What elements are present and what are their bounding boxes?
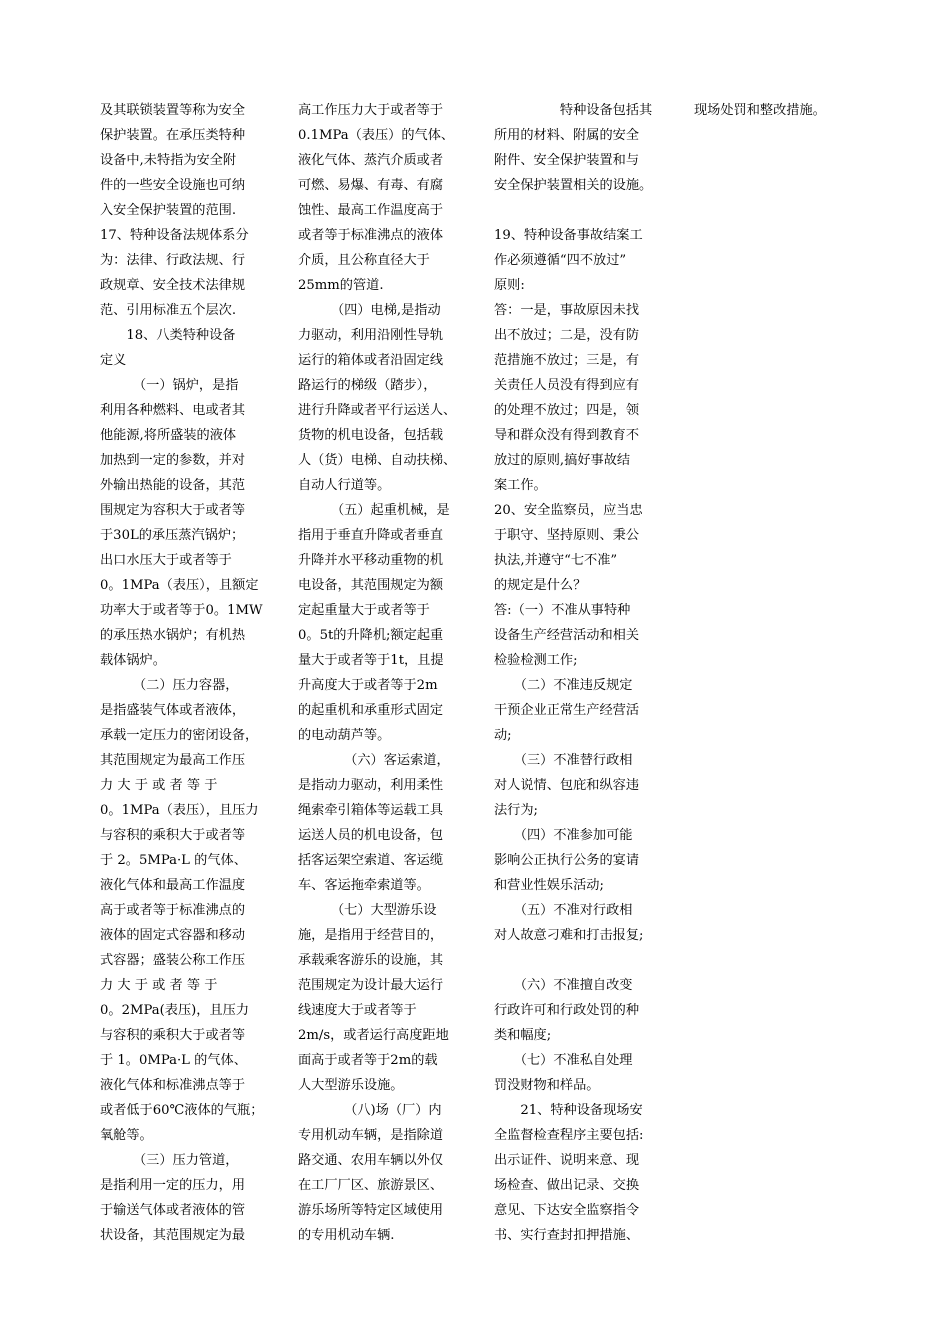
text-line: 于 1。0MPa·L 的气体、 (100, 1053, 247, 1068)
text-line: 外输出热能的设备，其范 (100, 478, 246, 493)
text-line: 液化气体和标准沸点等于 (100, 1078, 246, 1093)
text-line: 件的一些安全设施也可纳 (100, 178, 246, 193)
text-line: 的规定是什么？ (494, 578, 587, 593)
text-line: 为：法律、行政法规、行 (100, 253, 246, 268)
text-line: 他能源,将所盛装的液体 (100, 428, 237, 443)
column-3 (494, 98, 666, 1248)
text-line: 的电动葫芦等。 (298, 728, 391, 743)
text-line: 在工厂厂区、旅游景区、 (298, 1178, 444, 1193)
text-line: 线速度大于或者等于 (298, 1003, 417, 1018)
text-line: 附件、安全保护装置和与 (494, 153, 640, 168)
text-line: （二）不准违反规定 (494, 678, 633, 693)
text-line: 案工作。 (494, 478, 547, 493)
column-2 (298, 98, 466, 1248)
text-line: 指用于垂直升降或者垂直 (298, 528, 444, 543)
text-line: 功率大于或者等于0。1MW (100, 603, 263, 618)
text-line: 加热到一定的参数，并对 (100, 453, 246, 468)
text-line: 式容器；盛装公称工作压 (100, 953, 246, 968)
text-line: 人（货）电梯、自动扶梯、 (298, 453, 457, 468)
text-line: 高工作压力大于或者等于 (298, 103, 444, 118)
text-line: 0。5t的升降机;额定起重 (298, 628, 444, 643)
text-line: 20、安全监察员，应当忠 (494, 503, 643, 518)
text-line: （一）锅炉，是指 (100, 378, 239, 393)
text-line: 路交通、农用车辆以外仅 (298, 1153, 444, 1168)
text-line: （五）不准对行政相 (494, 903, 633, 918)
text-line: 法行为; (494, 803, 539, 818)
text-line: （五）起重机械，是 (298, 503, 450, 518)
text-line: 政规章、安全技术法律规 (100, 278, 246, 293)
text-line: 力 大 于 或 者 等 于 (100, 778, 218, 793)
text-line: 范围规定为设计最大运行 (298, 978, 444, 993)
text-line: 意见、下达安全监察指令 (494, 1203, 640, 1218)
text-line: 及其联锁装置等称为安全 (100, 103, 246, 118)
text-line: 可燃、易爆、有毒、有腐 (298, 178, 444, 193)
text-line: 导和群众没有得到教育不 (494, 428, 640, 443)
text-line: 状设备，其范围规定为最 (100, 1228, 246, 1243)
text-line: 19、特种设备事故结案工 (494, 228, 643, 243)
text-line (494, 198, 666, 223)
text-line: 范、引用标准五个层次. (100, 303, 237, 318)
text-line: 于30L的承压蒸汽锅炉； (100, 528, 245, 543)
text-line: （八)场（厂）内 (298, 1103, 442, 1118)
text-line: 定起重量大于或者等于 (298, 603, 430, 618)
text-line: 与容积的乘积大于或者等 (100, 1028, 246, 1043)
text-line: 于职守、坚持原则、秉公 (494, 528, 640, 543)
text-line: 氧舱等。 (100, 1128, 153, 1143)
text-line: 括客运架空索道、客运缆 (298, 853, 444, 868)
column-1 (100, 98, 268, 1248)
text-line: 书、实行查封扣押措施、 (494, 1228, 640, 1243)
text-line: 定义 (100, 353, 127, 368)
text-line: 保护装置。在承压类特种 (100, 128, 246, 143)
text-line: 是指利用一定的压力，用 (100, 1178, 246, 1193)
text-line: 承载一定压力的密闭设备， (100, 728, 259, 743)
text-line: （四）电梯,是指动 (298, 303, 441, 318)
text-line: 其范围规定为最高工作压 (100, 753, 246, 768)
text-line: 或者低于60℃液体的气瓶； (100, 1103, 264, 1118)
text-line: 干预企业正常生产经营活 (494, 703, 640, 718)
text-line: 执法,并遵守“七不准” (494, 553, 618, 568)
text-line: （二）压力容器， (100, 678, 239, 693)
text-line: 动; (494, 728, 512, 743)
text-line: 自动人行道等。 (298, 478, 391, 493)
text-line: 2m/s，或者运行高度距地 (298, 1028, 449, 1043)
text-line: （六）不准擅自改变 (494, 978, 633, 993)
text-line: 安全保护装置相关的设施。 (494, 178, 653, 193)
text-line: 关责任人员没有得到应有 (494, 378, 640, 393)
text-line: 专用机动车辆，是指除道 (298, 1128, 444, 1143)
text-line: 或者等于标准沸点的液体 (298, 228, 444, 243)
text-line: 电设备，其范围规定为额 (298, 578, 444, 593)
text-line: 0。1MPa（表压），且压力 (100, 803, 259, 818)
text-line: 出口水压大于或者等于 (100, 553, 232, 568)
text-line: 检验检测工作; (494, 653, 578, 668)
text-line: 现场处罚和整改措施。 (694, 103, 826, 118)
text-line: 运行的箱体或者沿固定线 (298, 353, 444, 368)
text-line: 液化气体和最高工作温度 (100, 878, 246, 893)
text-line: 货物的机电设备，包括载 (298, 428, 444, 443)
text-line: 答:（一）不准从事特种 (494, 603, 631, 618)
text-line: 蚀性、最高工作温度高于 (298, 203, 444, 218)
text-line: 人大型游乐设施。 (298, 1078, 404, 1093)
text-line: 力 大 于 或 者 等 于 (100, 978, 218, 993)
text-line: 围规定为容积大于或者等 (100, 503, 246, 518)
text-line: 0。1MPa（表压），且额定 (100, 578, 259, 593)
text-line: 18、八类特种设备 (100, 328, 236, 343)
text-line: 入安全保护装置的范围. (100, 203, 237, 218)
text-line: 升降并水平移动重物的机 (298, 553, 444, 568)
text-line: 利用各种燃料、电或者其 (100, 403, 246, 418)
column-4 (694, 98, 864, 123)
text-line: 原则: (494, 278, 525, 293)
text-line: 力驱动，利用沿刚性导轨 (298, 328, 444, 343)
text-line: 进行升降或者平行运送人、 (298, 403, 457, 418)
text-line: （三）压力管道， (100, 1153, 239, 1168)
text-line: 出示证件、说明来意、现 (494, 1153, 640, 1168)
text-line: 量大于或者等于1t，且提 (298, 653, 444, 668)
text-line: （七）不准私自处理 (494, 1053, 633, 1068)
text-line: 承载乘客游乐的设施，其 (298, 953, 444, 968)
text-line: 的起重机和承重形式固定 (298, 703, 444, 718)
text-line: 液化气体、蒸汽介质或者 (298, 153, 444, 168)
text-line: 场检查、做出记录、交换 (494, 1178, 640, 1193)
text-line: 升高度大于或者等于2m (298, 678, 438, 693)
text-line: 运送人员的机电设备，包 (298, 828, 444, 843)
text-line: 和营业性娱乐活动; (494, 878, 604, 893)
text-line: （六）客运索道， (298, 753, 450, 768)
text-line: 的专用机动车辆. (298, 1228, 395, 1243)
text-line: 17、特种设备法规体系分 (100, 228, 249, 243)
text-line: 设备中,未特指为安全附 (100, 153, 237, 168)
text-line: 特种设备包括其 (494, 103, 653, 118)
text-line: 影响公正执行公务的宴请 (494, 853, 640, 868)
text-line: 绳索牵引箱体等运载工具 (298, 803, 444, 818)
text-line: 高于或者等于标准沸点的 (100, 903, 246, 918)
text-line: 载体锅炉。 (100, 653, 166, 668)
text-line: （四）不准参加可能 (494, 828, 633, 843)
text-line: 的承压热水锅炉；有机热 (100, 628, 246, 643)
text-line: 对人说情、包庇和纵容违 (494, 778, 640, 793)
text-line: 是指盛装气体或者液体， (100, 703, 246, 718)
text-line: 行政许可和行政处罚的种 (494, 1003, 640, 1018)
text-line: 作必须遵循“四不放过” (494, 253, 627, 268)
text-line: 游乐场所等特定区域使用 (298, 1203, 444, 1218)
text-line: 25mm的管道. (298, 278, 384, 293)
text-line: 设备生产经营活动和相关 (494, 628, 640, 643)
text-line: 范措施不放过；三是，有 (494, 353, 640, 368)
text-line: 于输送气体或者液体的管 (100, 1203, 246, 1218)
text-line: 液体的固定式容器和移动 (100, 928, 246, 943)
text-line: （三）不准替行政相 (494, 753, 633, 768)
text-line: 车、客运拖牵索道等。 (298, 878, 430, 893)
text-line: 答：一是，事故原因未找 (494, 303, 640, 318)
text-line: 全监督检查程序主要包括: (494, 1128, 644, 1143)
text-line: 出不放过；二是，没有防 (494, 328, 640, 343)
text-line: 放过的原则,搞好事故结 (494, 453, 631, 468)
text-line: 所用的材料、附属的安全 (494, 128, 640, 143)
text-line: （七）大型游乐设 (298, 903, 437, 918)
text-line: 对人故意刁难和打击报复; (494, 928, 644, 943)
text-line: 是指动力驱动，利用柔性 (298, 778, 444, 793)
text-line: 于 2。5MPa·L 的气体、 (100, 853, 247, 868)
text-line: 路运行的梯级（踏步）， (298, 378, 437, 393)
text-line: 0.1MPa（表压）的气体、 (298, 128, 455, 143)
text-line: 面高于或者等于2m的载 (298, 1053, 438, 1068)
text-line: 的处理不放过；四是，领 (494, 403, 640, 418)
text-line: 罚没财物和样品。 (494, 1078, 600, 1093)
text-line: 施，是指用于经营目的， (298, 928, 444, 943)
text-line: 介质，且公称直径大于 (298, 253, 430, 268)
text-line: 21、特种设备现场安 (494, 1103, 643, 1118)
text-line: 0。2MPa(表压)，且压力 (100, 1003, 250, 1018)
text-line: 类和幅度; (494, 1028, 552, 1043)
text-line (494, 948, 666, 973)
text-line: 与容积的乘积大于或者等 (100, 828, 246, 843)
